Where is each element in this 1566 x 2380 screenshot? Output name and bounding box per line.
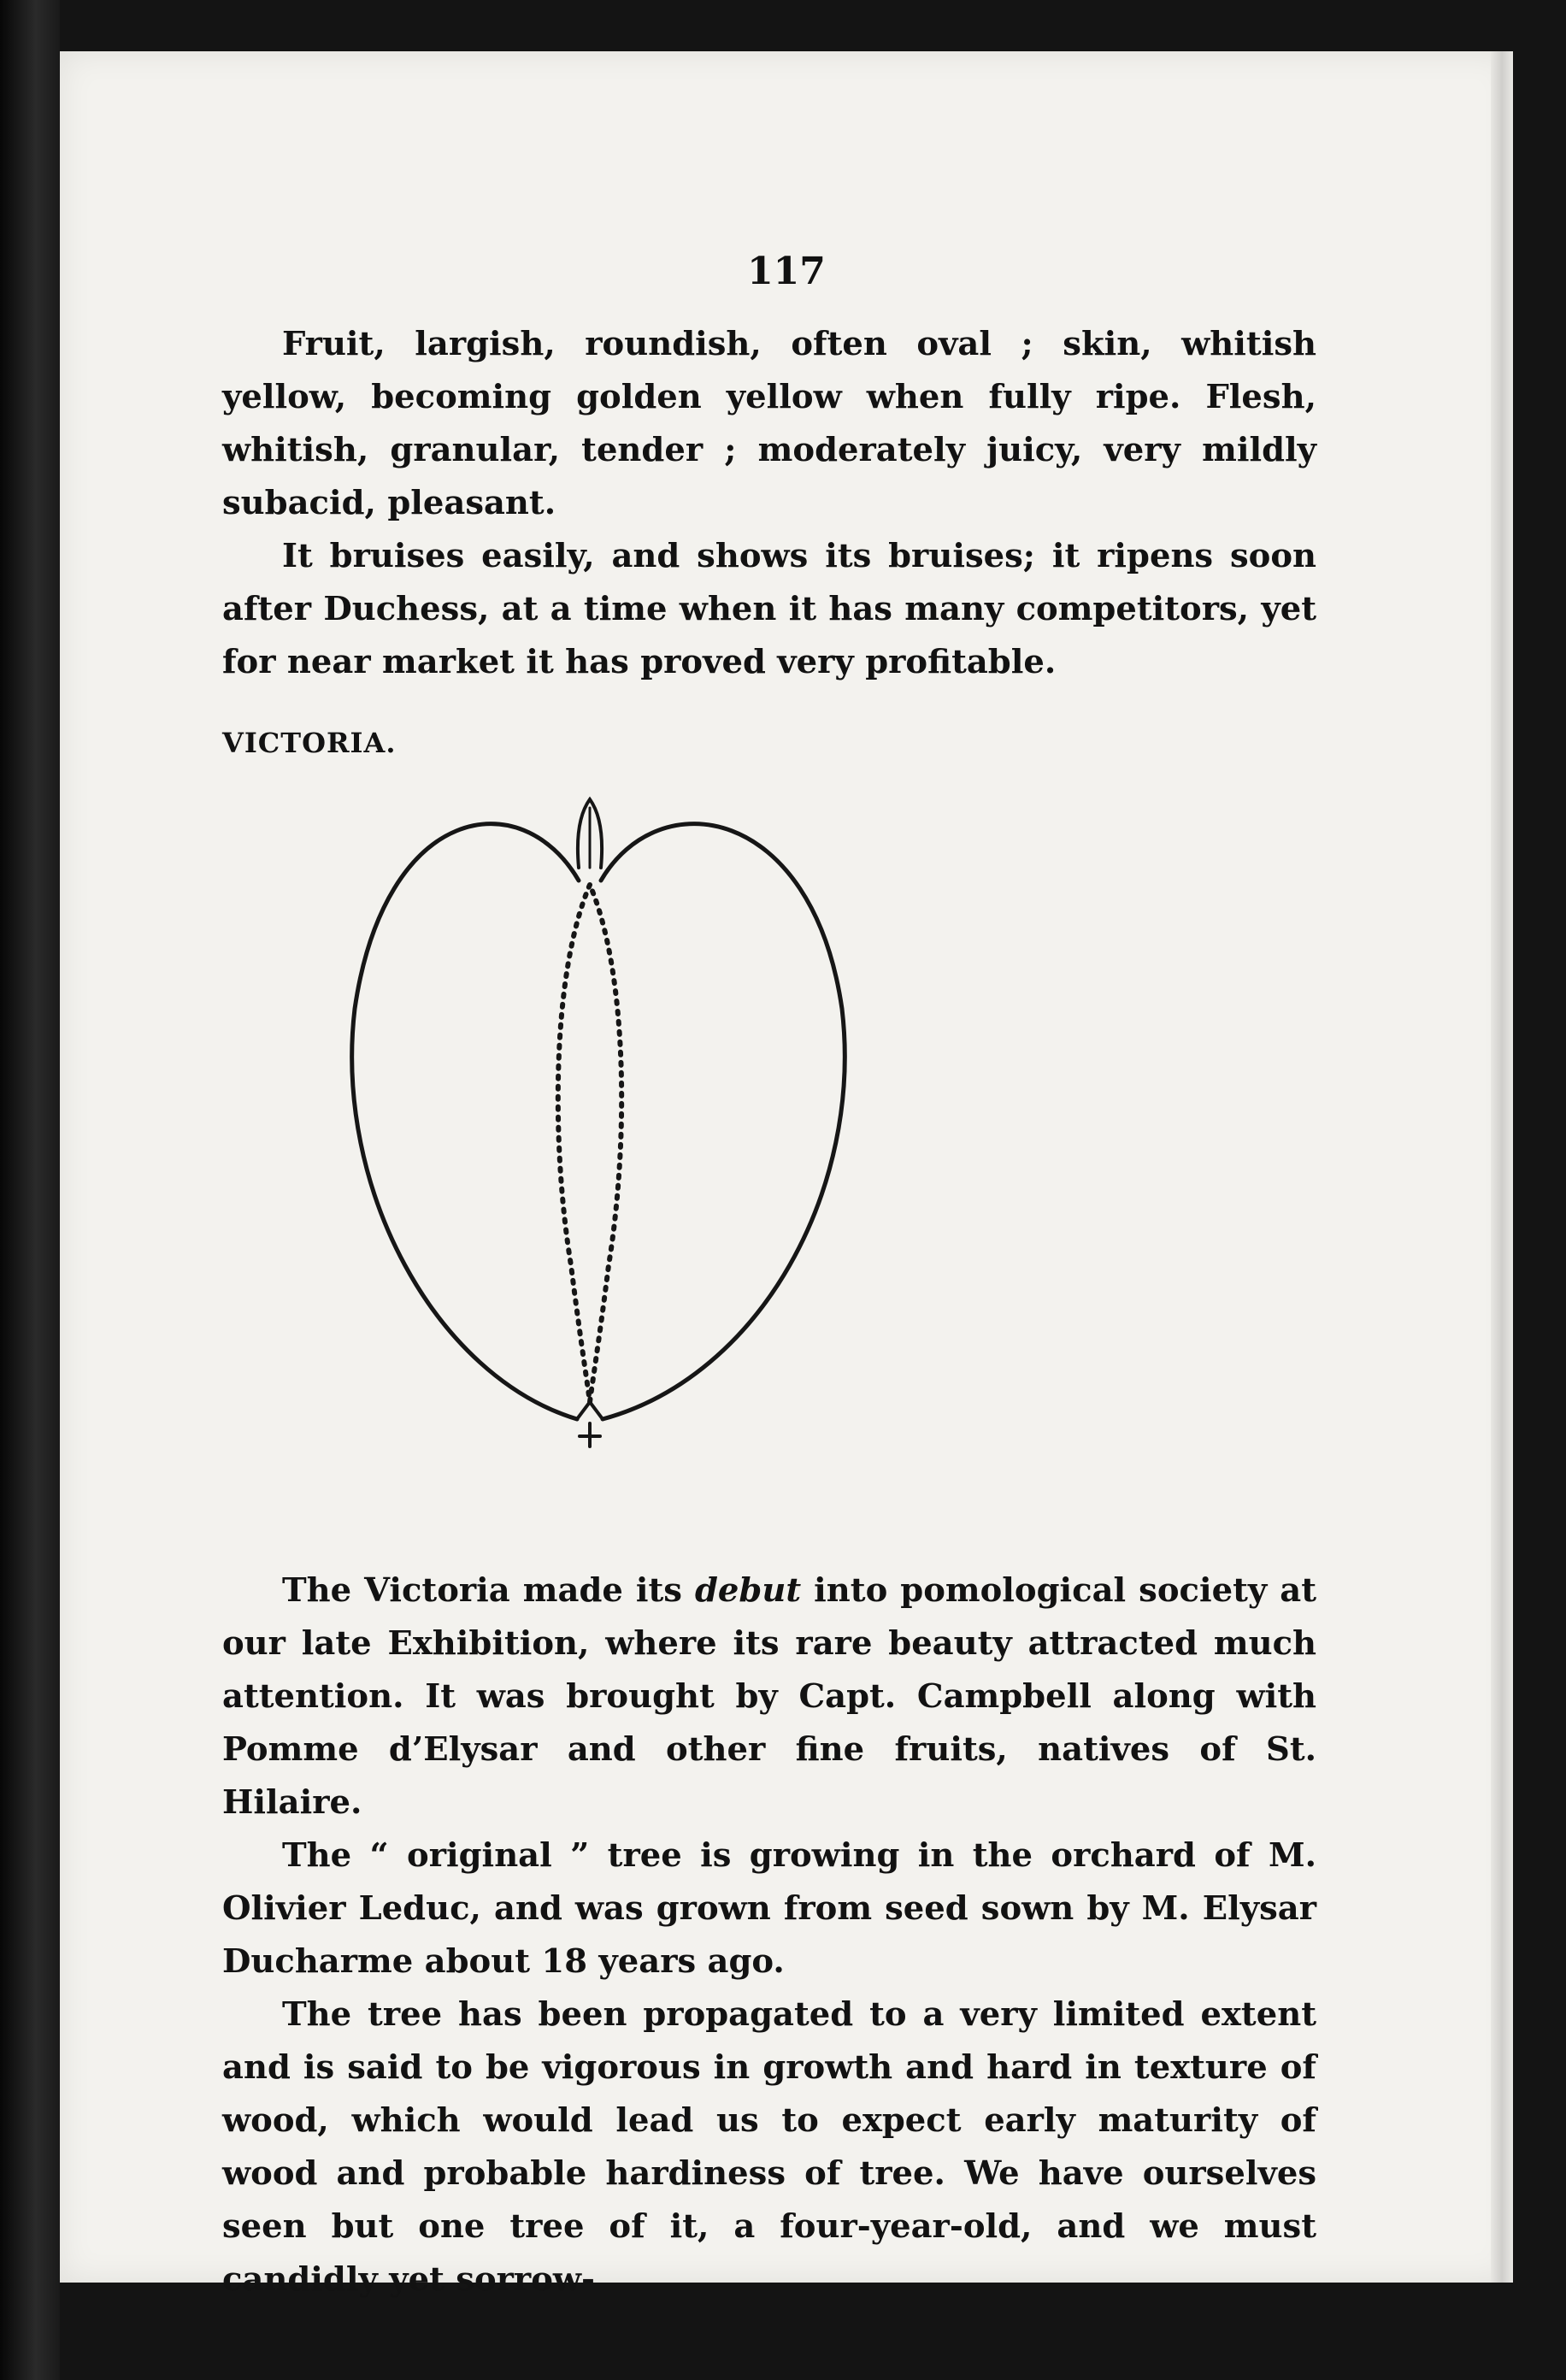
paragraph-exhibition [222,1564,1316,1829]
paragraph-propagation: The tree has been propagated to a very limited extent and is said to be vigorous in growth and hard in texture of wood, which would lead us to expect early maturity of wood and probable hardiness of tree. We have ourselves seen but one tree of it, a four-year-old, and we must candidly yet sorrow- [222,1995,1316,2299]
paragraph-original-tree: The “ original ” tree is growing in the orchard of M. Olivier Leduc, and was grown from seed sown by M. Elysar Ducharme about 18 years ago. [222,1836,1316,1981]
scan-border-left [0,0,60,2380]
page-number: 117 [747,250,826,293]
paragraph-fruit-description: Fruit, largish, roundish, often oval ; skin, whitish yellow, becoming golden yellow when fully ripe. Flesh, whitish, granular, tender ; moderately juicy, very mildly subacid, pleasant. [222,325,1316,522]
book-page [60,51,1513,2299]
page-edge-shadow [1491,51,1513,2283]
apple-cross-section-icon [333,786,863,1470]
italic-word: debut [695,1571,802,1610]
victoria-description [222,1564,1316,2306]
text-fragment: The Victoria made its [282,1571,696,1610]
paragraph-bruising: It bruises easily, and shows its bruises; it ripens soon after Duchess, at a time when it has many competitors, yet for near market it has proved very profitable. [222,537,1316,681]
text-fragment: into pomological society at our late Exhibition, where its rare beauty attracted much attention. It was brought by Capt. Campbell along with Pomme d’Elysar and other fine fruits, natives of St. Hilaire. [222,1571,1317,1822]
section-heading: VICTORIA. [222,727,397,759]
fruit-description [222,318,1316,689]
